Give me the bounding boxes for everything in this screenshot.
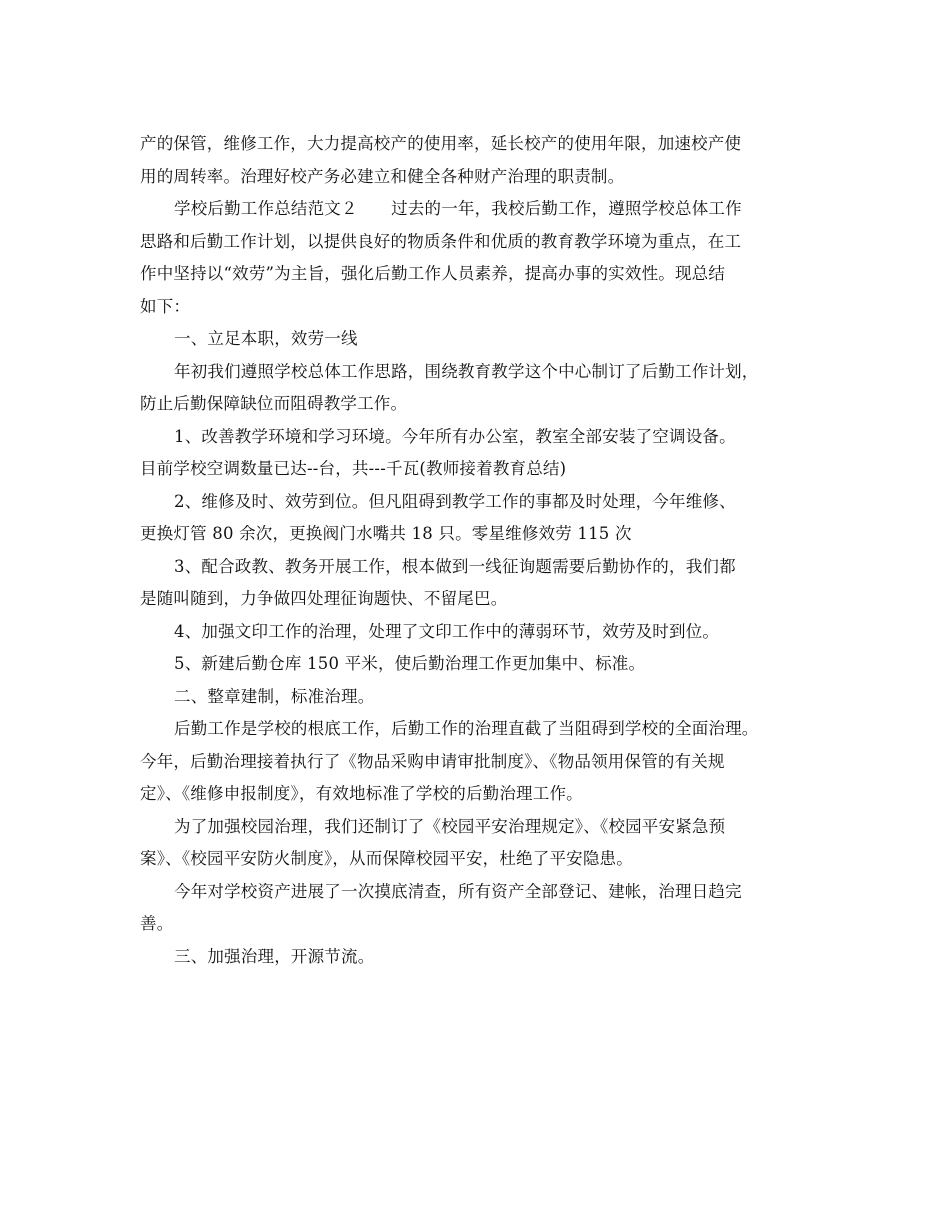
- text-line: 案》、《校园平安防火制度》，从而保障校园平安，杜绝了平安隐患。: [140, 849, 633, 868]
- text-line: 年初我们遵照学校总体工作思路，围绕教育教学这个中心制订了后勤工作计划，: [174, 361, 759, 381]
- text-line: 后勤工作是学校的根底工作，后勤工作的治理直截了当阻碍到学校的全面治理。: [174, 719, 759, 738]
- text-line: 3、配合政教、教务开展工作，根本做到一线征询题需要后勤协作的，我们都: [174, 556, 736, 576]
- document-body: [140, 128, 820, 973]
- text-line: 今年对学校资产进展了一次摸底清查，所有资产全部登记、建帐，治理日趋完: [174, 881, 742, 901]
- text-line: 思路和后勤工作计划，以提供良好的物质条件和优质的教育教学环境为重点，在工: [140, 231, 742, 251]
- text-line: 善。: [140, 914, 174, 933]
- text-line: 更换灯管 80 余次，更换阀门水嘴共 18 只。零星维修效劳 115 次: [140, 524, 632, 543]
- text-line: 是随叫随到，力争做四处理征询题快、不留尾巴。: [140, 589, 508, 608]
- text-line: 一、立足本职，效劳一线: [174, 329, 358, 348]
- text-line: 2、维修及时、效劳到位。但凡阻碍到教学工作的事都及时处理，今年维修、: [174, 491, 736, 511]
- text-line: 学校后勤工作总结范文２ 过去的一年，我校后勤工作，遵照学校总体工作: [174, 199, 742, 218]
- text-line: 1、改善教学环境和学习环境。今年所有办公室，教室全部安装了空调设备。: [174, 426, 736, 446]
- text-line: 三、加强治理，开源节流。: [174, 946, 375, 966]
- text-line: 产的保管，维修工作，大力提高校产的使用率，延长校产的使用年限，加速校产使: [140, 134, 742, 153]
- text-line: 为了加强校园治理，我们还制订了《校园平安治理规定》、《校园平安紧急预: [174, 816, 726, 836]
- text-line: 目前学校空调数量已达--台，共---千瓦(教师接着教育总结): [140, 459, 567, 478]
- text-line: 防止后勤保障缺位而阻碍教学工作。: [140, 394, 408, 413]
- text-line: 作中坚持以“效劳”为主旨，强化后勤工作人员素养，提高办事的实效性。现总结: [140, 264, 726, 283]
- text-line: 今年，后勤治理接着执行了《物品采购申请审批制度》、《物品领用保管的有关规: [140, 751, 725, 771]
- text-line: 如下：: [140, 296, 191, 316]
- text-line: 定》、《维修申报制度》，有效地标准了学校的后勤治理工作。: [140, 784, 583, 803]
- text-line: 用的周转率。治理好校产务必建立和健全各种财产治理的职责制。: [140, 166, 625, 186]
- text-line: 5、新建后勤仓库 150 平米，使后勤治理工作更加集中、标准。: [174, 654, 646, 673]
- text-line: 二、整章建制，标准治理。: [174, 686, 375, 706]
- text-line: 4、加强文印工作的治理，处理了文印工作中的薄弱环节，效劳及时到位。: [174, 621, 720, 641]
